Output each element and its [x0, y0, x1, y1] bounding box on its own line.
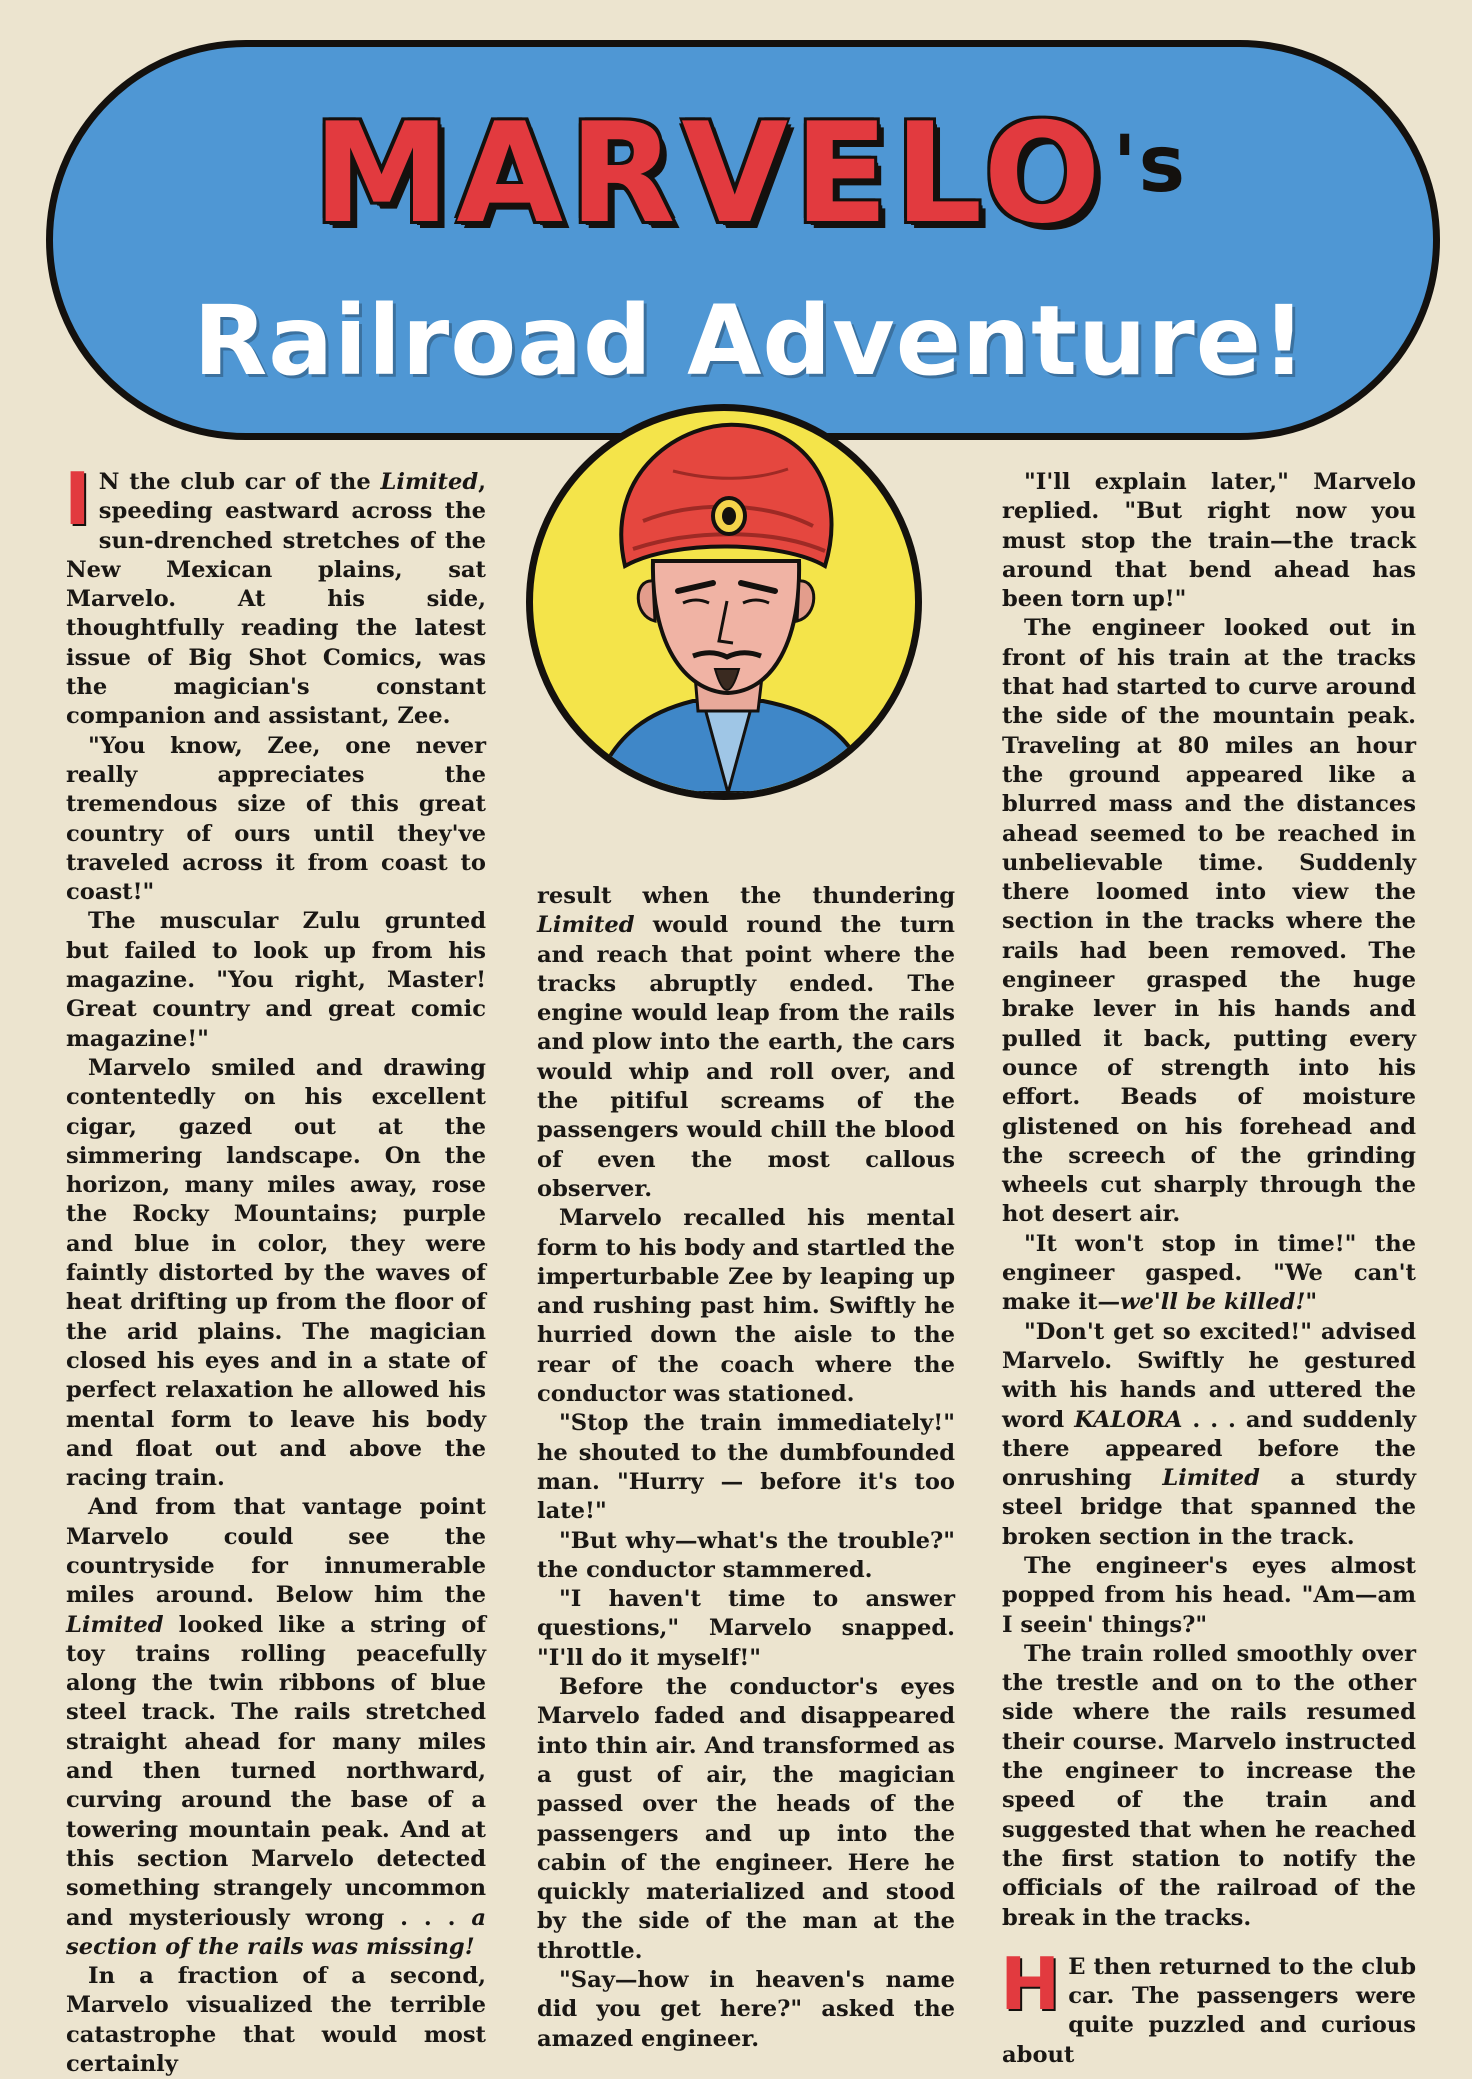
- text-run: result when the thundering: [537, 883, 955, 909]
- text-run: would round the turn and reach that point where the tracks abruptly ended. The engine would leap from the rails and plow into the earth, the cars would whip and roll over, and the pitiful screams of the passengers would chill the blood of even the most callous observer.: [537, 912, 955, 1202]
- paragraph: "I'll explain later," Marvelo replied. "But right now you must stop the train—the track around that bend ahead has been torn up!": [1002, 469, 1416, 613]
- paragraph: [537, 882, 955, 1204]
- text-run: "It won't stop in time!" the engineer gasped. "We can't make it—: [1002, 1230, 1416, 1316]
- text-run: we'll be killed!: [1120, 1289, 1306, 1316]
- text-run: a sturdy steel bridge that spanned the broken section in the track.: [1002, 1465, 1416, 1550]
- text-run: , speeding eastward across the sun-drenched stretches of the New Mexican plains, sat Marvelo. At his side, thoughtfully reading the latest issue of Big Shot Comics, was the magician's constant companion and assistant, Zee.: [66, 469, 486, 730]
- paragraph: The muscular Zulu grunted but failed to look up from his magazine. "You right, Master! Great country and great comic magazine!": [66, 908, 486, 1052]
- text-run: Limited: [537, 912, 635, 939]
- paragraph: [1002, 1318, 1416, 1552]
- text-column-2: [537, 882, 955, 2054]
- paragraph: "Say—how in heaven's name did you get here?" asked the amazed engineer.: [537, 1966, 955, 2052]
- text-column-1: [64, 457, 486, 2079]
- text-run: And from that vantage point Marvelo could see the countryside for innumerable miles around. Below him the: [66, 1494, 486, 1609]
- text-run: "Don't get so excited!" advised Marvelo. Swiftly he gestured with his hands and uttered the word: [1002, 1318, 1416, 1433]
- paragraph: "Stop the train immediately!" he shouted to the dumbfounded man. "Hurry — before it's too late!": [537, 1410, 955, 1525]
- text-run: Limited: [1162, 1465, 1260, 1492]
- paragraph: [66, 1493, 486, 1962]
- paragraph: Marvelo smiled and drawing contentedly on his excellent cigar, gazed out at the simmering landscape. On the horizon, many miles away, rose the Rocky Mountains; purple and blue in color, they were faintly distorted by the waves of heat drifting up from the floor of the arid plains. The magician closed his eyes and in a state of perfect relaxation he allowed his mental form to leave his body and float out and above the racing train.: [66, 1054, 486, 1492]
- drop-cap: I: [64, 457, 91, 541]
- paragraph: [1002, 1230, 1416, 1318]
- text-run: E then returned to the club car. The passengers were quite puzzled and curious about: [1002, 1953, 1416, 2068]
- paragraph: Before the conductor's eyes Marvelo faded and disappeared into thin air. And transformed as a gust of air, the magician passed over the heads of the passengers and up into the cabin of the engineer. Here he quickly materialized and stood by the side of the man at the throttle.: [537, 1674, 955, 1964]
- paragraph: [64, 457, 486, 732]
- paragraph: "But why—what's the trouble?" the conductor stammered.: [537, 1527, 955, 1583]
- text-run: KALORA: [1074, 1406, 1183, 1433]
- paragraph: The engineer looked out in front of his train at the tracks that had started to curve around the side of the mountain peak. Traveling at 80 miles an hour the ground appeared like a blurred mass and the distances ahead seemed to be reached in unbelievable time. Suddenly there loomed into view the section in the tracks where the rails had been removed. The engineer grasped the huge brake lever in his hands and pulled it back, putting every ounce of strength into his effort. Beads of moisture glistened on his forehead and the screech of the grinding wheels cut sharply through the hot desert air.: [1002, 615, 1416, 1228]
- title-marvelo: MARVELO: [312, 93, 1107, 254]
- title-subtitle: Railroad Adventure!: [193, 285, 1307, 397]
- text-run: ": [1305, 1289, 1318, 1316]
- paragraph: The engineer's eyes almost popped from his head. "Am—am I seein' things?": [1002, 1552, 1416, 1638]
- title-banner: [46, 40, 1440, 440]
- text-run: looked like a string of toy trains rolling peacefully along the twin ribbons of blue steel track. The rails stretched straight ahead for many miles and then turned northward, curving around the base of a towering mountain peak. And at this section Marvelo detected something strangely uncommon and mysteriously wrong . . .: [66, 1611, 486, 1931]
- text-run: . . . and suddenly there appeared before the onrushing: [1002, 1406, 1416, 1492]
- title-possessive: 's: [1112, 120, 1188, 210]
- paragraph: [1000, 1941, 1416, 2070]
- paragraph: The train rolled smoothly over the trestle and on to the other side where the rails resumed their course. Marvelo instructed the engineer to increase the speed of the train and suggested that when he reached the first station to notify the officials of the railroad of the break in the tracks.: [1002, 1640, 1416, 1931]
- text-run: Limited: [380, 469, 479, 495]
- text-run: N the club car of the: [98, 469, 381, 495]
- text-run: Limited: [66, 1611, 164, 1638]
- text-column-3: [1002, 468, 1416, 2070]
- title-main: [53, 93, 1447, 254]
- paragraph: In a fraction of a second, Marvelo visualized the terrible catastrophe that would most certainly: [66, 1963, 486, 2078]
- paragraph: "You know, Zee, one never really appreciates the tremendous size of this great country of ours until they've traveled across it from coast to coast!": [66, 732, 486, 906]
- marvelo-portrait-icon: [526, 404, 922, 800]
- drop-cap: H: [1000, 1941, 1061, 2026]
- text-run: a section of the rails was missing!: [66, 1904, 486, 1960]
- paragraph: "I haven't time to answer questions," Marvelo snapped. "I'll do it myself!": [537, 1586, 955, 1671]
- paragraph: Marvelo recalled his mental form to his body and startled the imperturbable Zee by leaping up and rushing past him. Swiftly he hurried down the aisle to the rear of the coach where the conductor was stationed.: [537, 1205, 955, 1408]
